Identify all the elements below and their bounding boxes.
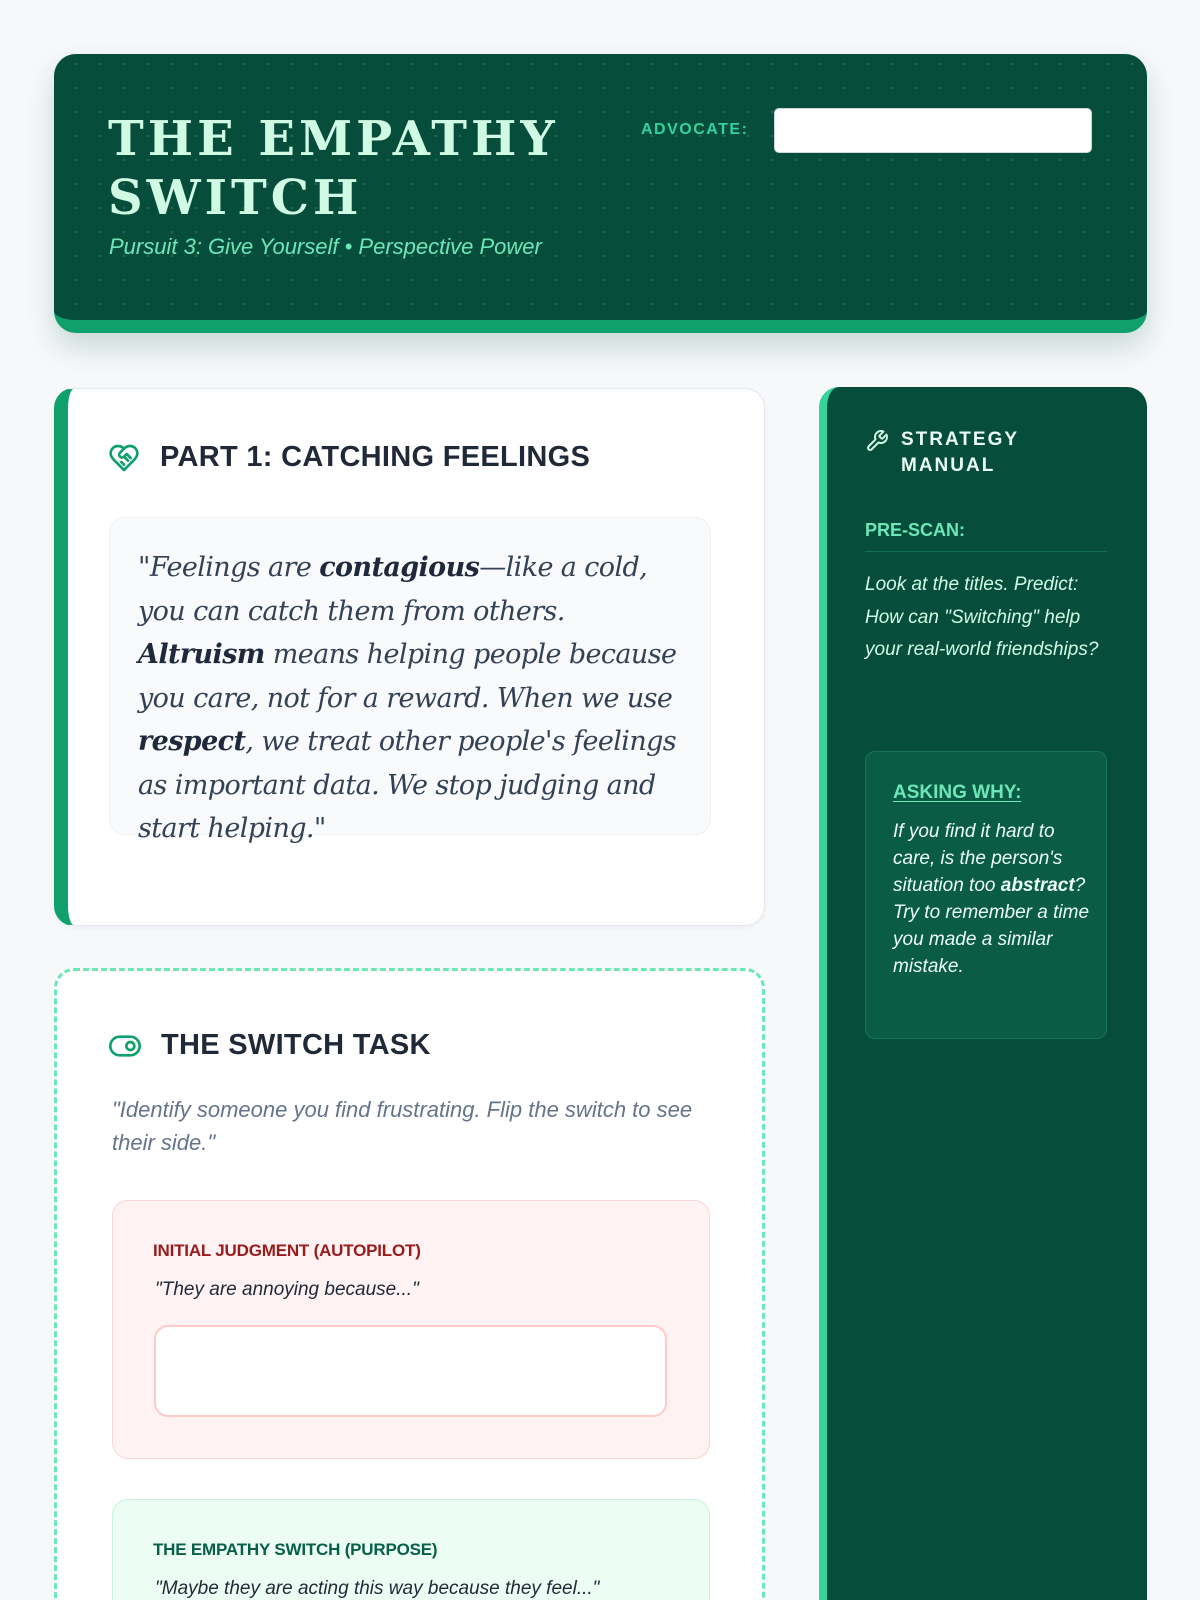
part1-heading: [108, 441, 590, 474]
prescan-text: Look at the titles. Predict: How can "Switching" help your real-world friendships?: [865, 574, 1099, 660]
quote-text: "Feelings are: [138, 552, 320, 583]
initial-judgment-input[interactable]: [154, 1325, 667, 1417]
quote-text: means helping people because you care, not for a reward. When we use: [138, 639, 677, 714]
empathy-switch-label: THE EMPATHY SWITCH (PURPOSE): [153, 1540, 438, 1559]
switch-task-card: [54, 968, 765, 1600]
page-title: THE EMPATHY SWITCH: [108, 111, 559, 226]
strategy-manual-title: STRATEGY MANUAL: [901, 429, 1019, 476]
advocate-label: ADVOCATE:: [641, 121, 749, 138]
switch-task-heading: [109, 1029, 431, 1062]
asking-why-text-part: ? Try to remember a time you made a similar mistake.: [893, 875, 1090, 977]
empathy-switch-prompt: "Maybe they are acting this way because they feel...": [155, 1578, 600, 1599]
asking-why-text-part: If you find it hard to care, is the person's situation too: [893, 821, 1063, 896]
asking-why-box: [865, 751, 1107, 1039]
wrench-icon: [865, 429, 889, 453]
quote-text: —like a cold, you can catch them from others.: [138, 552, 648, 627]
feelings-quote: [109, 517, 711, 844]
vocab-term-altruism: Altruism: [138, 639, 265, 670]
strategy-manual-sidebar: [819, 387, 1147, 1600]
initial-judgment-panel: [112, 1200, 710, 1459]
part1-title: PART 1: CATCHING FEELINGS: [160, 441, 591, 473]
vocab-term-contagious: contagious: [319, 552, 480, 583]
page-header: [54, 54, 1147, 333]
strategy-manual-heading: [865, 427, 1051, 479]
heart-handshake-icon: [108, 442, 140, 474]
asking-why-label: ASKING WHY:: [893, 782, 1022, 803]
toggle-switch-icon: [109, 1030, 141, 1062]
prescan-label: PRE-SCAN:: [865, 520, 1107, 552]
switch-task-title: THE SWITCH TASK: [161, 1029, 431, 1061]
quote-text: , we treat other people's feelings as important data. We stop judging and start helping.": [138, 726, 677, 844]
vocab-term-abstract: abstract: [1000, 875, 1075, 896]
switch-task-prompt: "Identify someone you find frustrating. Flip the switch to see their side.": [112, 1097, 693, 1155]
initial-judgment-prompt: "They are annoying because...": [155, 1279, 419, 1300]
advocate-input[interactable]: [774, 108, 1092, 153]
vocab-term-respect: respect: [138, 726, 246, 757]
empathy-switch-panel: [112, 1499, 710, 1600]
initial-judgment-label: INITIAL JUDGMENT (AUTOPILOT): [153, 1241, 421, 1260]
asking-why-text: [893, 818, 1091, 980]
part1-card: [54, 388, 765, 926]
page-subtitle: Pursuit 3: Give Yourself • Perspective Power: [109, 234, 542, 259]
